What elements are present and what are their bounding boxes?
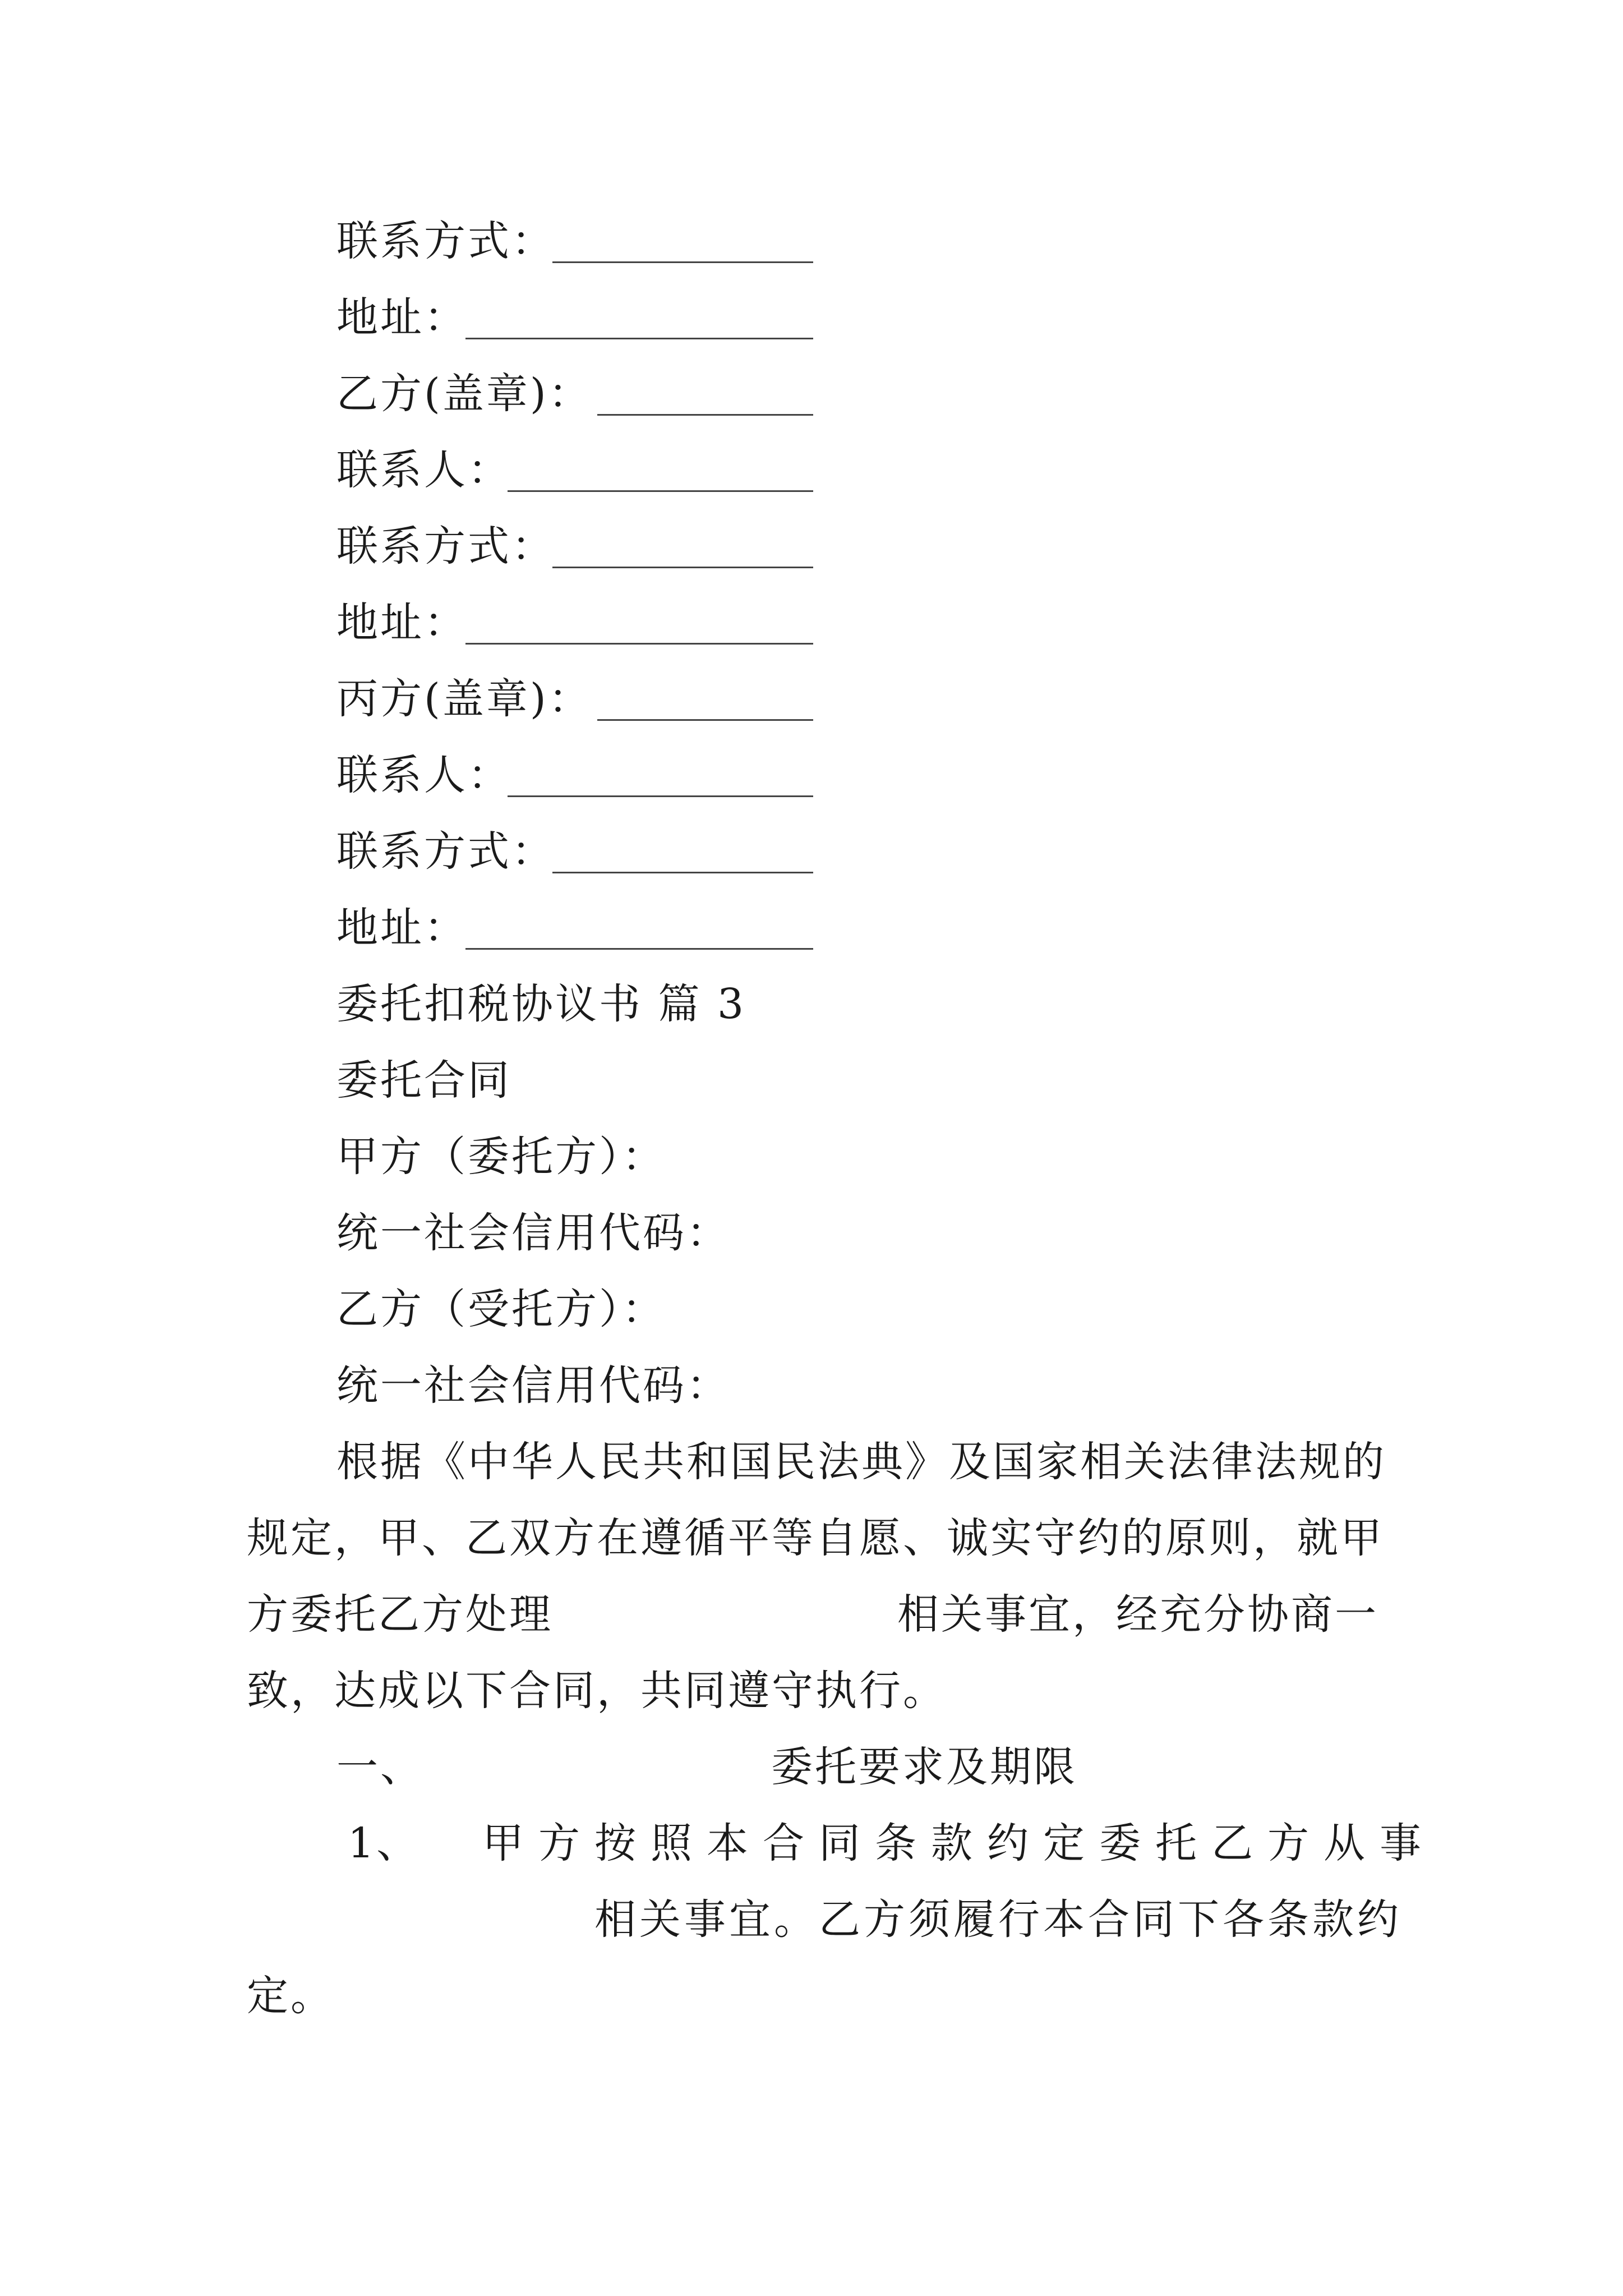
intro-paragraph-line-3a: 方委托乙方处理	[247, 1590, 553, 1639]
party-b-seal-label: 乙方(盖章)：	[336, 370, 592, 418]
party-a-contact-method-label: 联系方式：	[336, 217, 555, 265]
party-b-address-blank[interactable]	[465, 643, 813, 645]
party-b-address-label: 地址：	[336, 599, 468, 647]
party-c-contact-method-blank[interactable]	[552, 872, 813, 873]
item-1-line-2: 相关事宜。乙方须履行本合同下各条款约	[594, 1895, 1402, 1944]
clause-1-number: 一、	[336, 1743, 424, 1791]
item-1-line-1: 甲方按照本合同条款约定委托乙方从事	[482, 1819, 1436, 1867]
party-a-credit-code-label: 统一社会信用代码：	[336, 1209, 730, 1257]
party-a-address-label: 地址：	[336, 293, 468, 342]
party-c-contact-method-label: 联系方式：	[336, 827, 555, 876]
item-1-number: 1、	[348, 1819, 421, 1867]
party-c-seal-blank[interactable]	[597, 719, 813, 721]
party-a-contact-method-blank[interactable]	[552, 261, 813, 263]
party-b-contact-method-label: 联系方式：	[336, 522, 555, 570]
clause-1-title: 委托要求及期限	[771, 1743, 1077, 1791]
intro-paragraph-line-3b: 相关事宜，经充分协商一	[897, 1590, 1378, 1639]
contract-title: 委托合同	[336, 1056, 511, 1105]
party-b-contact-method-blank[interactable]	[552, 567, 813, 568]
party-c-address-blank[interactable]	[465, 948, 813, 950]
party-a-label: 甲方（委托方）：	[336, 1133, 666, 1181]
intro-paragraph-line-1: 根据《中华人民共和国民法典》及国家相关法律法规的	[336, 1438, 1386, 1486]
party-b-contact-person-label: 联系人：	[336, 446, 511, 494]
party-c-address-label: 地址：	[336, 904, 468, 952]
party-b-credit-code-label: 统一社会信用代码：	[336, 1361, 730, 1410]
party-b-contact-person-blank[interactable]	[508, 490, 813, 492]
party-c-contact-person-label: 联系人：	[336, 751, 511, 799]
intro-paragraph-line-2: 规定，甲、乙双方在遵循平等自愿、诚实守约的原则，就甲	[247, 1514, 1384, 1562]
party-c-seal-label: 丙方(盖章)：	[336, 675, 592, 723]
item-1-line-3: 定。	[247, 1972, 334, 2020]
party-a-address-blank[interactable]	[465, 338, 813, 339]
intro-paragraph-line-4: 致，达成以下合同，共同遵守执行。	[247, 1667, 947, 1715]
party-b-label: 乙方（受托方）：	[336, 1285, 666, 1333]
party-c-contact-person-blank[interactable]	[508, 795, 813, 797]
section-heading: 委托扣税协议书 篇 3	[336, 980, 746, 1028]
party-b-seal-blank[interactable]	[597, 414, 813, 416]
